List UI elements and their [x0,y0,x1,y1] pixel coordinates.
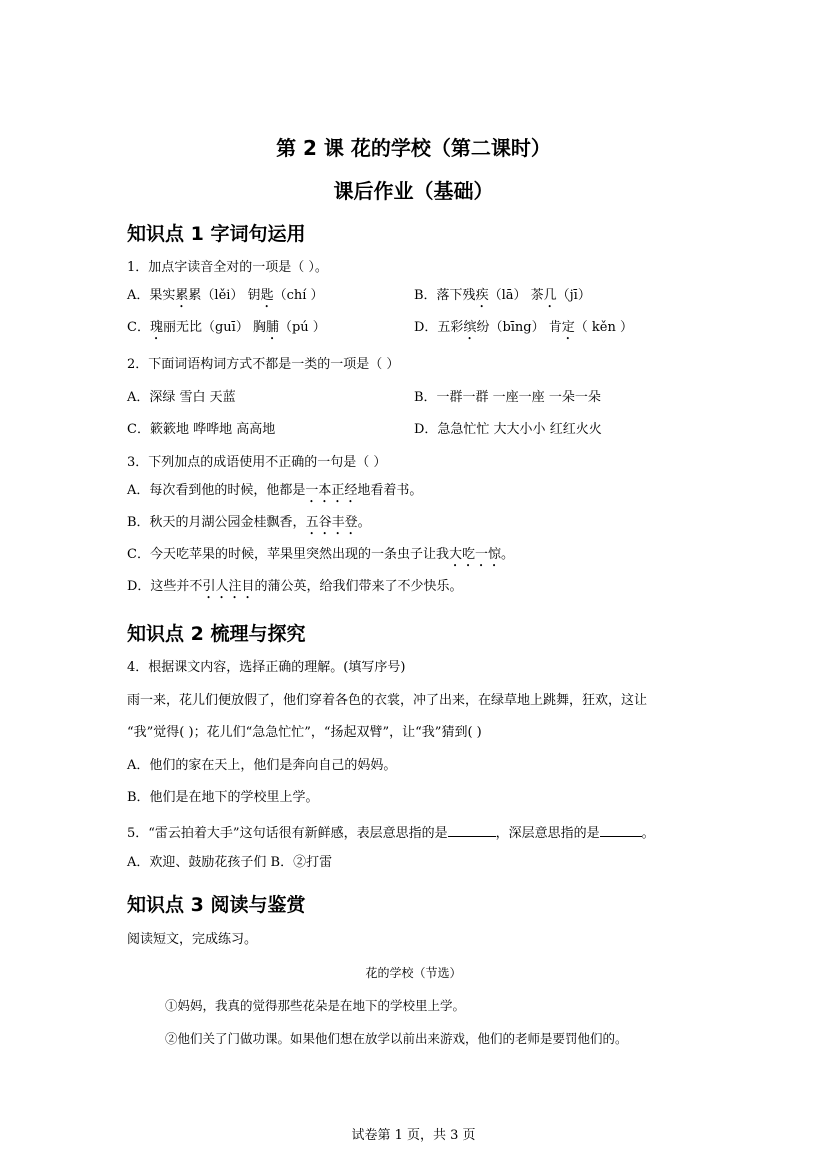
question-3-option-b: B．秋天的月湖公园金桂飘香，五谷丰登。 [127,515,371,530]
passage-paragraph-1: ①妈妈，我真的觉得那些花朵是在地下的学校里上学。 [165,998,466,1013]
answer-blank-2[interactable] [600,822,642,837]
page-title: 第 2 课 花的学校（第二课时） [276,136,551,160]
question-3-option-a: A．每次看到他的时候，他都是一本正经地看着书。 [127,483,423,498]
question-4-text-line-1: 雨一来，花儿们便放假了，他们穿着各色的衣裳，冲了出来，在绿草地上跳舞，狂欢，这让 [127,693,648,708]
answer-blank-1[interactable] [448,822,496,837]
question-5-options: A．欢迎、鼓励花孩子们 B．②打雷 [127,855,333,870]
question-2-option-b: B．一群一群 一座一座 一朵一朵 [414,390,601,405]
question-4-stem: 4．根据课文内容，选择正确的理解。(填写序号) [127,660,406,675]
reading-intro: 阅读短文，完成练习。 [127,932,258,947]
section-heading-3: 知识点 3 阅读与鉴赏 [127,894,306,916]
question-3-option-c: C．今天吃苹果的时候，苹果里突然出现的一条虫子让我大吃一惊。 [127,547,514,562]
question-2-option-d: D．急急忙忙 大大小小 红红火火 [414,422,602,437]
passage-paragraph-2: ②他们关了门做功课。如果他们想在放学以前出来游戏，他们的老师是要罚他们的。 [165,1031,628,1046]
question-2-option-c: C．簌簌地 哗哗地 高高地 [127,422,276,437]
question-3-stem: 3．下列加点的成语使用不正确的一句是（ ） [127,455,387,470]
page-subtitle: 课后作业（基础） [333,179,494,203]
question-2-stem: 2．下面词语构词方式不都是一类的一项是（ ） [127,357,400,372]
question-1-option-c: C．瑰丽无比（guī） 胸脯（pú ） [127,320,326,335]
section-heading-2: 知识点 2 梳理与探究 [127,623,306,645]
page-footer: 试卷第 1 页，共 3 页 [351,1128,476,1143]
question-4-option-b: B．他们是在地下的学校里上学。 [127,790,319,805]
question-4-text-line-2: “我”觉得( )；花儿们“急急忙忙”，“扬起双臂”，让“我”猜到( ) [127,725,482,740]
passage-title: 花的学校（节选） [365,966,462,980]
question-3-option-d: D．这些并不引人注目的蒲公英，给我们带来了不少快乐。 [127,579,463,594]
question-4-option-a: A．他们的家在天上，他们是奔向自己的妈妈。 [127,758,397,773]
question-1-option-d: D．五彩缤纷（bīng） 肯定（ kěn ） [414,320,633,335]
question-1-option-b: B．落下残疾（lā） 茶几（jī） [414,288,591,303]
question-5-stem: 5．“雷云拍着大手”这句话很有新鲜感，表层意思指的是 ，深层意思指的是 。 [127,822,655,843]
question-2-option-a: A．深绿 雪白 天蓝 [127,390,236,405]
section-heading-1: 知识点 1 字词句运用 [127,223,306,245]
question-1-stem: 1．加点字读音全对的一项是（ ）。 [127,260,328,275]
question-1-option-a: A．果实累累（lěi） 钥匙（chí ） [127,288,324,303]
